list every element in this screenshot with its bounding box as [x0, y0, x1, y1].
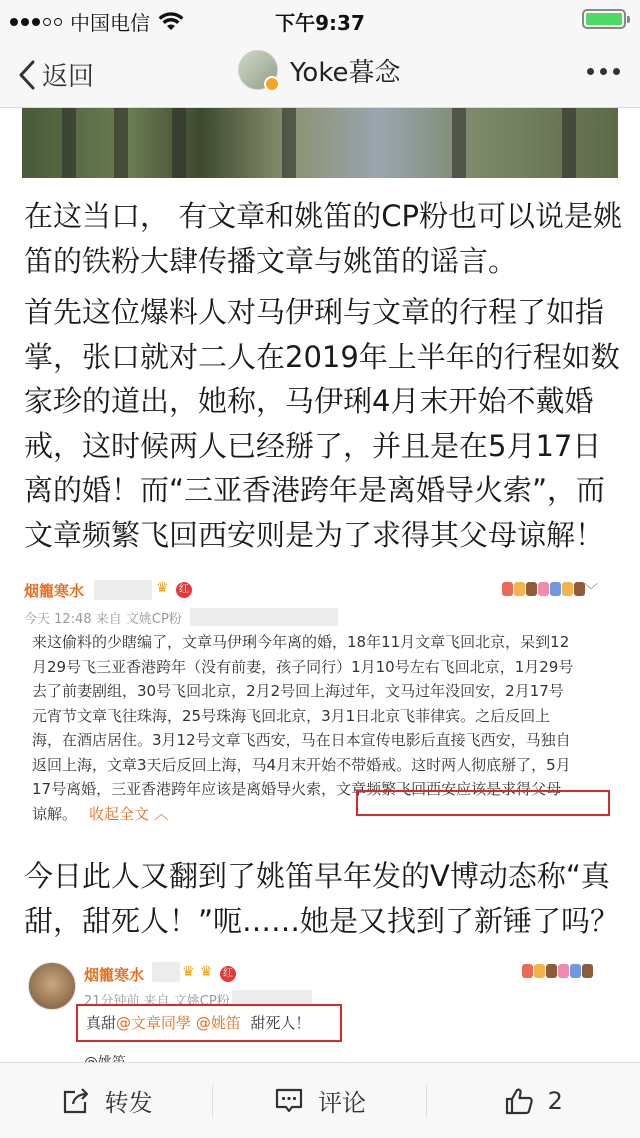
embedded-weibo-reply: [22, 950, 620, 1060]
nav-title-group[interactable]: [238, 50, 400, 90]
decoration-icon: [502, 582, 585, 596]
embed-line: 17号离婚，三亚香港跨年应该是离婚导火索，文章频繁飞回西安应该是求得父母: [32, 780, 562, 798]
status-time: 下午9:37: [275, 11, 365, 35]
embed-author: 烟籠寒水: [24, 582, 85, 600]
embed-line: 去了前妻剧组，30号飞回北京，2月2号回上海过年，文马过年没回安，2月17号: [32, 682, 564, 700]
thumbs-up-icon: [504, 1086, 534, 1116]
redacted-box: [152, 962, 180, 982]
embed2-meta: 21分钟前 来自 文姚CP粉: [84, 994, 230, 1009]
decoration-icon: [522, 964, 593, 978]
crown-icon: ♛: [200, 964, 213, 980]
avatar: [28, 962, 76, 1010]
like-count: 2: [547, 1086, 563, 1115]
chevron-left-icon: [18, 60, 36, 90]
embed-line: 返回上海，文章3天后反回上海，马4月末开始不带婚戒。这时两人彻底掰了，5月: [32, 755, 571, 774]
crown-icon: ♛: [156, 580, 169, 596]
article-photo: [22, 108, 618, 178]
like-button[interactable]: [427, 1063, 640, 1138]
embed-line: 谅解。: [32, 804, 78, 823]
redacted-box: [190, 608, 338, 626]
comment-label: 评论: [317, 1089, 366, 1117]
reply-suffix: 甜死人！: [250, 1014, 311, 1032]
more-dots-icon[interactable]: [587, 68, 620, 75]
mention-link[interactable]: @文章同學: [116, 1014, 192, 1032]
embed2-author: 烟籠寒水: [84, 966, 145, 984]
article-paragraph-2: 首先这位爆料人对马伊琍与文章的行程了如指掌，张口就对二人在2019年上半年的行程如数家珍的道出，她称，马伊琍4月末开始不戴婚戒，这时候两人已经掰了，并且是在5月17日离的婚！而“三亚香港跨年是离婚导火索”，而文章频繁飞回西安则是为了求得其父母谅解！: [24, 295, 620, 552]
battery-icon: [582, 9, 626, 29]
bottom-toolbar: [0, 1062, 640, 1138]
repost-label: 转发: [104, 1089, 153, 1117]
collapse-link[interactable]: 收起全文: [89, 804, 150, 823]
back-label: 返回: [42, 62, 95, 92]
mention-link[interactable]: @姚笛: [195, 1014, 241, 1032]
embed-line: 来这偷料的少瞎编了，文章马伊琍今年离的婚，18年11月文章飞回北京，呆到12: [32, 633, 570, 651]
crown-icon: ♛: [182, 964, 195, 980]
chevron-up-icon: ︿: [153, 804, 169, 823]
embedded-weibo-post: [22, 572, 620, 844]
embed-line: 元宵节文章飞往珠海，25号珠海飞回北京，3月1日北京飞菲律宾。之后反回上: [32, 706, 551, 725]
embed-line: 月29号飞三亚香港跨年（没有前妻，孩子同行）1月10号左右飞回北京，1月29号: [32, 657, 574, 676]
verified-badge-icon: [264, 76, 280, 92]
redacted-box: [94, 580, 152, 600]
article-paragraph-3: 今日此人又翻到了姚笛早年发的V博动态称“真甜，甜死人！”呃……她是又找到了新锤了吗？: [24, 859, 620, 938]
reply-prefix: 真甜: [86, 1014, 117, 1032]
nav-bar: [0, 38, 640, 108]
avatar[interactable]: [238, 50, 278, 90]
embed-line: 海，在酒店居住。3月12号文章飞西安，马在日本宣传电影后直接飞西安，马独自: [32, 731, 571, 749]
chevron-down-icon[interactable]: ﹀: [584, 583, 598, 599]
comment-icon: [274, 1086, 304, 1116]
red-badge-icon: 红: [176, 582, 192, 598]
repost-button[interactable]: [0, 1063, 213, 1138]
highlight-box: [356, 790, 610, 816]
red-badge-icon: 红: [220, 966, 236, 982]
article-paragraph-1: 在这当口， 有文章和姚笛的CP粉也可以说是姚笛的铁粉大肆传播文章与姚笛的谣言。: [24, 199, 622, 278]
page-title: Yoke暮念: [290, 57, 401, 88]
highlight-box: [76, 1004, 342, 1042]
embed-meta: 今天 12:48 来自 文姚CP粉: [24, 612, 182, 627]
comment-button[interactable]: [213, 1063, 426, 1138]
status-bar: [0, 0, 640, 38]
carrier-label: 中国电信: [70, 11, 150, 35]
repost-icon: [61, 1086, 91, 1116]
back-button[interactable]: [18, 56, 94, 93]
